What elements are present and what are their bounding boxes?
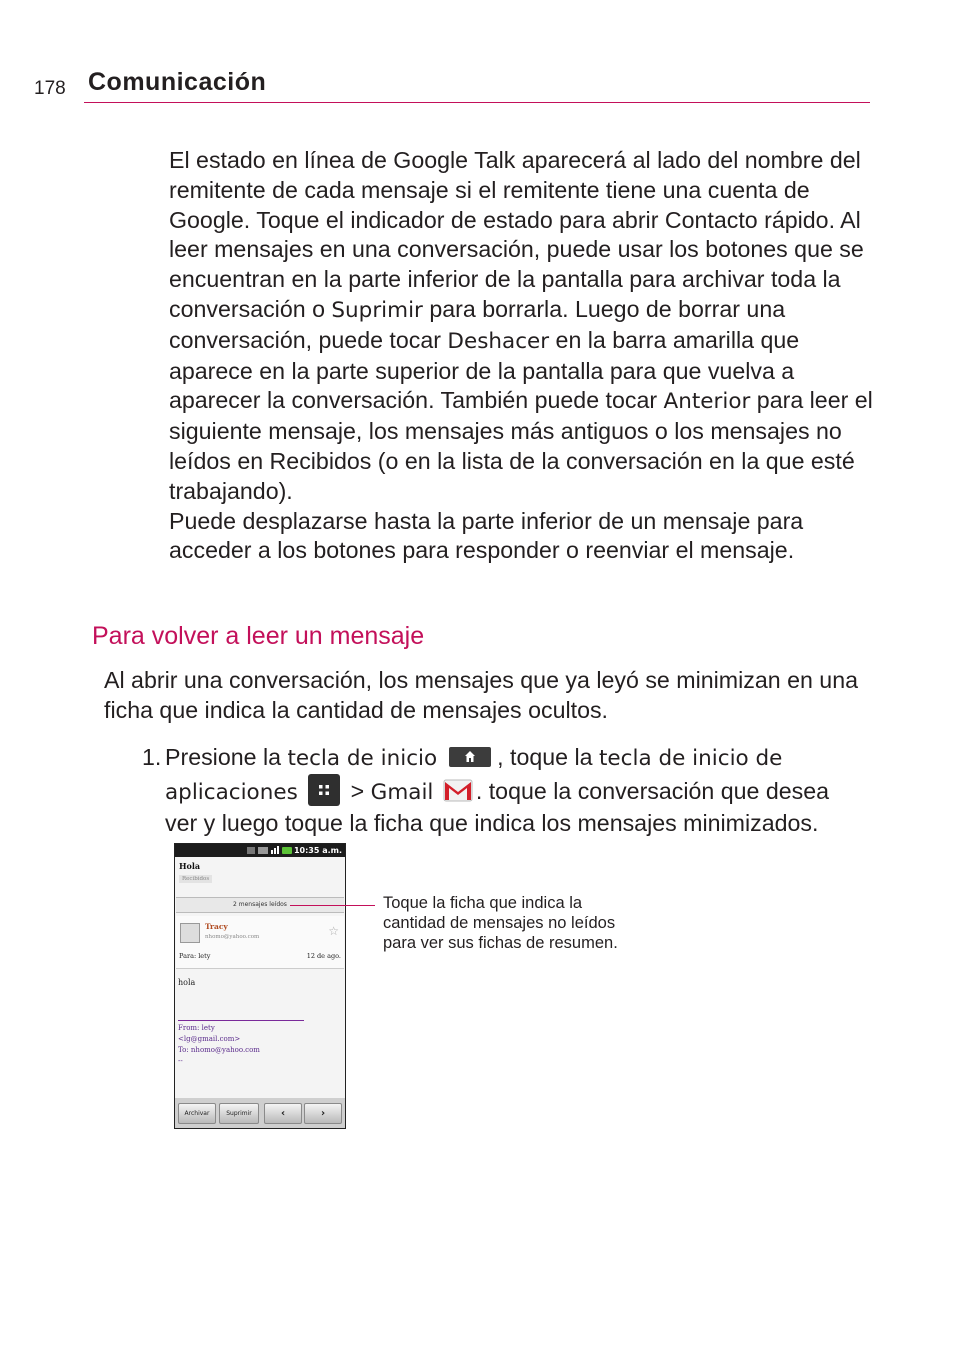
keyword-deshacer: Deshacer [447, 328, 550, 354]
callout-line [290, 905, 375, 906]
phone-screenshot [174, 843, 346, 1129]
text-run: para leer el siguiente mensaje, los mensajes más antiguos o los mensajes no leídos en Recibidos (o en la lista de la conversación en la que esté trabajando). [169, 387, 873, 504]
status-time: 10:35 a.m. [293, 846, 342, 855]
message-date: 12 de ago. [306, 952, 341, 960]
bottom-button-bar [175, 1098, 345, 1128]
text-run: > [344, 778, 371, 804]
subsection-body: Al abrir una conversación, los mensajes que ya leyó se minimizan en una ficha que indica la cantidad de mensajes ocultos. [104, 667, 858, 723]
callout-text: Toque la ficha que indica la cantidad de mensajes no leídos para ver sus fichas de resumen. [383, 894, 618, 952]
step-lines [165, 742, 882, 838]
section-title: Comunicación [88, 68, 267, 96]
text-run: , toque la [497, 744, 599, 770]
keyword-apps-key-cont: aplicaciones [165, 780, 298, 805]
quoted-signature [178, 1023, 260, 1067]
subsection-heading: Para volver a leer un mensaje [92, 622, 425, 650]
text-run: . toque la conversación que desea [475, 778, 830, 804]
delete-button[interactable]: Suprimir [219, 1103, 259, 1124]
inbox-label-chip: Recibidos [179, 875, 212, 883]
intro-text [169, 146, 889, 566]
text-run: para borrarla. Luego de borrar una conversación, puede tocar [169, 295, 786, 353]
keyword-suprimir: Suprimir [331, 297, 423, 323]
archive-button[interactable]: Archivar [178, 1103, 216, 1124]
sig-from: From: lety [178, 1024, 215, 1032]
intro-paragraph-1 [169, 146, 889, 507]
gmail-icon [442, 774, 474, 806]
previous-button[interactable]: ‹ [264, 1103, 302, 1124]
app-grid-icon [308, 774, 340, 806]
text-run: El estado en línea de Google Talk aparecerá al lado del nombre del remitente de cada mensaje si el remitente tiene una cuenta de Google. Toque el indicador de estado para abrir Contacto rápido. Al leer mensajes en una conversación, puede usar los botones que se encuentran en la parte inferior de la pantalla para archivar toda la conversación o [169, 147, 864, 322]
keyword-apps-key: tecla de inicio de [599, 746, 783, 771]
message-header-card[interactable] [176, 916, 344, 969]
header-rule [84, 102, 870, 103]
sig-dash: -- [178, 1057, 183, 1065]
recipient-line: Para: lety [179, 952, 211, 960]
signature-rule [178, 1020, 304, 1021]
sig-address: <lg@gmail.com> [178, 1035, 241, 1043]
home-icon [449, 747, 491, 767]
message-subject: Hola [179, 861, 201, 871]
status-bar [175, 844, 345, 857]
message-body: hola [178, 978, 196, 987]
sender-name: Tracy [205, 922, 228, 931]
sig-to: To: nhomo@yahoo.com [178, 1046, 260, 1054]
sender-email: nhomo@yahoo.com [205, 934, 260, 940]
keyword-anterior: Anterior [663, 389, 751, 415]
text-run: en la barra amarilla que aparece en la parte superior de la pantalla para que vuelva a aparecer la conversación. También puede tocar [169, 326, 800, 414]
page-number: 178 [34, 78, 66, 99]
star-icon[interactable]: ☆ [328, 924, 339, 938]
step-line-1 [165, 742, 882, 774]
hidden-messages-tab[interactable]: 2 mensajes leídos [176, 897, 344, 913]
intro-paragraph-2: Puede desplazarse hasta la parte inferior de un mensaje para acceder a los botones para responder o reenviar el mensaje. [169, 507, 804, 564]
keyword-home-key: tecla de inicio [287, 746, 438, 771]
step-line-3: ver y luego toque la ficha que indica los mensajes minimizados. [165, 810, 819, 836]
step-number: 1. [142, 744, 162, 770]
step-line-2 [165, 774, 882, 808]
status-icons [247, 846, 293, 855]
text-run: Presione la [165, 744, 288, 770]
keyword-gmail: Gmail [370, 780, 434, 805]
next-button[interactable]: › [304, 1103, 342, 1124]
avatar [180, 923, 200, 943]
